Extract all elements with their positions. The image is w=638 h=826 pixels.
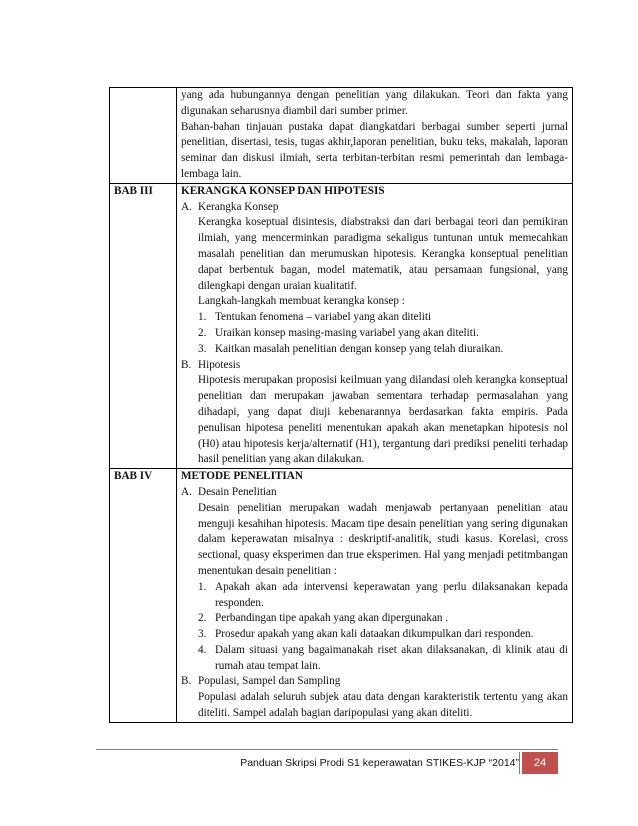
section-heading: B. Populasi, Sampel dan Sampling [181, 675, 341, 688]
paragraph: Hipotesis merupakan proposisi keilmuan yang dilandasi oleh kerangka konseptual penelitian dan merupakan jawaban sementara terhadap permasalahan yang dihadapi, yang dapat diuji kebenarannya berdasarkan fakta empiris. Pada penulisan hipotesa peneliti menentukan apakah akan menetapkan hipotesis nol (H0) atau hipotesis kerja/alternatif (H1), tergantung dari prediksi peneliti terhadap hasil penelitian yang akan dilakukan. [198, 374, 568, 466]
list-item: 1. Tentukan fenomena – variabel yang akan diteliti [198, 311, 432, 324]
page-number: 24 [522, 752, 558, 774]
section-body [181, 215, 568, 357]
list-item: 3. Prosedur apakah yang akan kali dataakan dikumpulkan dari responden. [198, 628, 534, 641]
paragraph: Desain penelitian merupakan wadah menjawab pertanyaan penelitian atau menguji kesahihan hipotesis. Macam tipe desain penelitian yang sering digunakan dalam keperawatan misalnya : deskriptif-analitik, studi kasus. Korelasi, cross sectional, quasy eksperimen dan true eksperimen. Hal yang menjadi petitmbangan menentukan desain penelitian : [198, 501, 568, 577]
list-item: 3. Kaitkan masalah penelitian dengan konsep yang telah diuraikan. [198, 342, 504, 355]
footer-separator [519, 752, 520, 774]
list-item: 2. Uraikan konsep masing-masing variabel yang akan diteliti. [198, 326, 479, 339]
section-body [181, 690, 568, 722]
chapter-cell-empty [110, 88, 177, 184]
section-body [181, 501, 568, 675]
footer-divider [96, 749, 558, 750]
table-row [110, 183, 573, 468]
footer-title: Panduan Skripsi Prodi S1 keperawatan STIKES-KJP “2014” [240, 757, 519, 769]
numbered-list [198, 310, 568, 357]
list-item: 4. Dalam situasi yang bagaimanakah riset akan dilaksanakan, di klinik atau di rumah atau tempat lain. [198, 643, 568, 672]
section-body [181, 373, 568, 468]
table-row [110, 88, 573, 184]
chapter-title: METODE PENELITIAN [181, 470, 303, 483]
paragraph: Populasi adalah seluruh subjek atau data dengan karakteristik tertentu yang akan diteliti. Sampel adalah bagian daripopulasi yang akan diteliti. [198, 691, 568, 720]
chapter-label: BAB III [110, 183, 177, 468]
content-cell [177, 88, 573, 184]
paragraph: Kerangka koseptual disintesis, diabstraksi dan dari berbagai teori dan pemikiran ilmiah, yang mencerminkan paradigma sekaligus tuntunan untuk memecahkan masalah penelitian dan merumuskan hipotesis. Kerangka konseptual penelitian dapat berbentuk bagan, model matematik, atau persamaan fungsional, yang dilengkapi dengan uraian kualitatif. [198, 216, 568, 292]
numbered-list [198, 580, 568, 675]
paragraph: Bahan-bahan tinjauan pustaka dapat diangkatdari berbagai sumber seperti jurnal penelitian, disertasi, tesis, tugas akhir,laporan penelitian, buku teks, makalah, laporan seminar dan diskusi ilmiah, serta terbitan-terbitan resmi pemerintah dan lembaga-lembaga lain. [181, 120, 568, 180]
section-heading: B. Hipotesis [181, 358, 241, 371]
list-item: 1. Apakah akan ada intervensi keperawatan yang perlu dilaksanakan kepada responden. [198, 580, 568, 609]
content-table [109, 87, 573, 723]
list-item: 2. Perbandingan tipe apakah yang akan dipergunakan . [198, 612, 449, 625]
content-cell [177, 469, 573, 723]
chapter-label: BAB IV [110, 469, 177, 723]
section-heading: A. Desain Penelitian [181, 485, 277, 498]
chapter-title: KERANGKA KONSEP DAN HIPOTESIS [181, 184, 385, 197]
paragraph: Langkah-langkah membuat kerangka konsep : [198, 295, 405, 308]
table-row [110, 469, 573, 723]
content-cell [177, 183, 573, 468]
paragraph: yang ada hubungannya dengan penelitian yang dilakukan. Teori dan fakta yang digunakan seharusnya diambil dari sumber primer. [181, 89, 568, 117]
section-heading: A. Kerangka Konsep [181, 200, 279, 213]
